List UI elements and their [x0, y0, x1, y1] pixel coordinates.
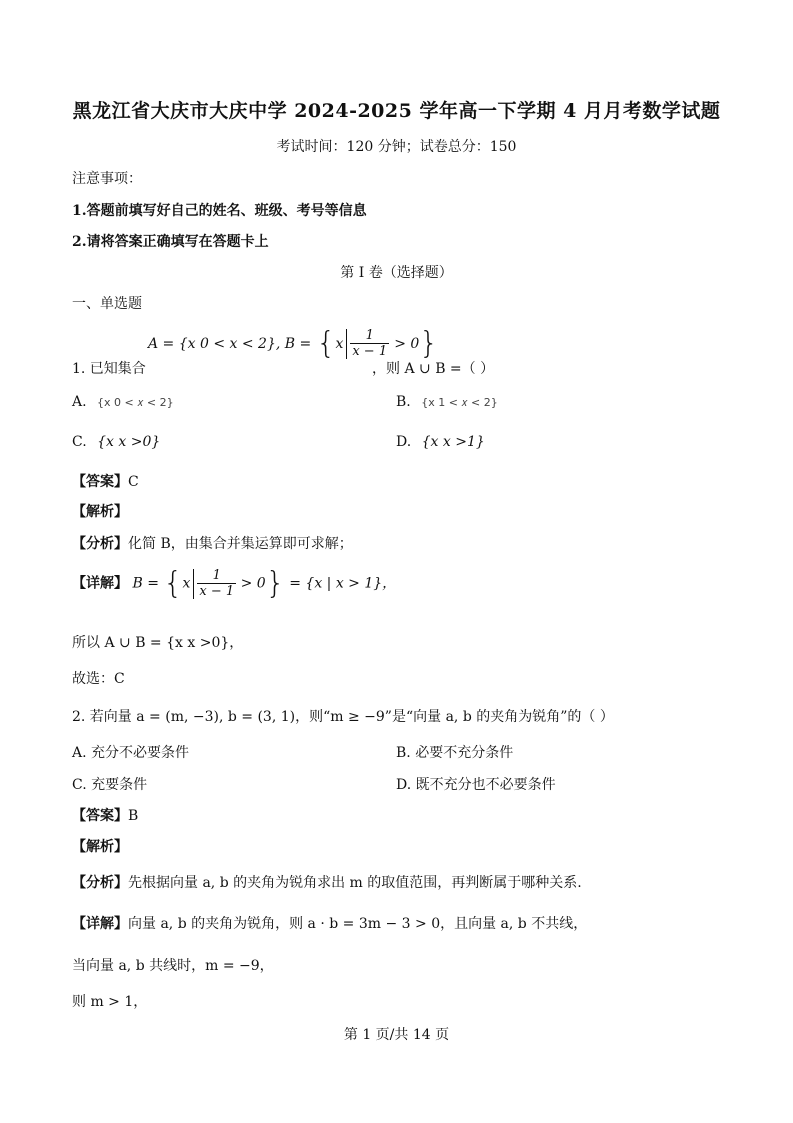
fraction-denominator: x − 1: [352, 344, 388, 359]
q1-union-result: 所以 A ∪ B = {x x >0}，: [72, 635, 244, 651]
q1-detail: [72, 566, 396, 601]
q1-choose: 故选：C: [72, 671, 125, 687]
q1-set-a: A = {x 0 < 𝑥 < 2}, B =: [148, 336, 312, 352]
option-label: C.: [72, 434, 87, 450]
q2-option-c: C. 充要条件: [72, 777, 148, 793]
q1-answer: [72, 471, 139, 491]
q2-option-a: A. 充分不必要条件: [72, 745, 190, 761]
right-brace-icon: }: [419, 326, 439, 361]
notes-item-1: 1.答题前填写好自己的姓名、班级、考号等信息: [72, 203, 367, 219]
fraction-denominator: x − 1: [199, 584, 235, 599]
fenxi-text: 化简 B，由集合并集运算即可求解；: [128, 536, 353, 552]
q1-stem-prefix: 1. 已知集合: [72, 361, 146, 377]
option-text: {x x >1}: [421, 434, 485, 450]
q2-analysis-tag: 【解析】: [72, 839, 128, 855]
page-number: 第 1 页/共 14 页: [343, 1027, 450, 1043]
q2-answer: [72, 805, 138, 825]
fraction-numerator: 1: [350, 328, 389, 344]
answer-value: B: [128, 808, 139, 824]
notes-heading: 注意事项：: [72, 171, 142, 187]
answer-value: C: [128, 474, 139, 490]
q1-fenxi: [72, 533, 353, 553]
option-text: {x 0 < 𝑥 < 2}: [97, 396, 174, 409]
detail-tag: 【详解】: [72, 916, 128, 932]
answer-tag: 【答案】: [72, 474, 128, 490]
set-divider: [193, 569, 194, 599]
q2-stem: 2. 若向量 a = (m, −3), b = (3, 1)，则“m ≥ −9”是“向量 a, b 的夹角为锐角”的（ ）: [72, 709, 614, 725]
q1-fraction: [350, 328, 389, 359]
q1-option-c: [72, 434, 160, 450]
q2-option-b: B. 必要不充分条件: [396, 745, 514, 761]
fenxi-tag: 【分析】: [72, 536, 128, 552]
fraction-numerator: 1: [197, 568, 236, 584]
q1-option-d: [396, 434, 485, 450]
exam-info: 考试时间：120 分钟；试卷总分：150: [276, 139, 517, 155]
q1-stem-suffix: ，则 A ∪ B =（ ）: [372, 361, 495, 377]
detail-set-b: B =: [132, 575, 159, 592]
fenxi-text: 先根据向量 a, b 的夹角为锐角求出 m 的取值范围，再判断属于哪种关系.: [128, 875, 582, 891]
option-label: B.: [396, 394, 411, 410]
q2-fenxi: [72, 872, 582, 892]
option-label: D.: [396, 434, 412, 450]
answer-tag: 【答案】: [72, 808, 128, 824]
q1-option-a: [72, 394, 174, 410]
option-text: {x x >0}: [97, 434, 161, 450]
left-brace-icon: {: [163, 566, 183, 601]
volume-heading: 第 I 卷（选择题）: [340, 265, 453, 281]
q2-then: 则 m > 1，: [72, 994, 148, 1010]
q1-sets-formula: [148, 326, 438, 361]
part-heading: 一、单选题: [72, 296, 142, 312]
set-divider: [346, 329, 347, 359]
fenxi-tag: 【分析】: [72, 875, 128, 891]
left-brace-icon: {: [316, 326, 336, 361]
option-text: {x 1 < 𝑥 < 2}: [421, 396, 498, 409]
q2-detail: [72, 913, 587, 933]
right-brace-icon: }: [265, 566, 285, 601]
document-title: 黑龙江省大庆市大庆中学 2024-2025 学年高一下学期 4 月月考数学试题: [72, 100, 721, 122]
detail-condition: > 0: [240, 575, 266, 592]
q2-collinear: 当向量 a, b 共线时，m = −9，: [72, 958, 274, 974]
q1-set-b-var: x: [335, 336, 344, 352]
detail-var: x: [182, 575, 191, 592]
q1-option-b: [396, 394, 498, 410]
option-label: A.: [72, 394, 87, 410]
q2-option-d: D. 既不充分也不必要条件: [396, 777, 556, 793]
detail-fraction: [197, 568, 236, 599]
q1-analysis-tag: 【解析】: [72, 504, 128, 520]
detail-text: 向量 a, b 的夹角为锐角，则 a · b = 3m − 3 > 0，且向量 a, b 不共线，: [128, 916, 588, 932]
detail-tag: 【详解】: [72, 575, 128, 592]
q1-set-b-condition: > 0: [394, 336, 420, 352]
detail-result: = {x | x > 1}，: [289, 575, 397, 592]
notes-item-2: 2.请将答案正确填写在答题卡上: [72, 234, 269, 250]
